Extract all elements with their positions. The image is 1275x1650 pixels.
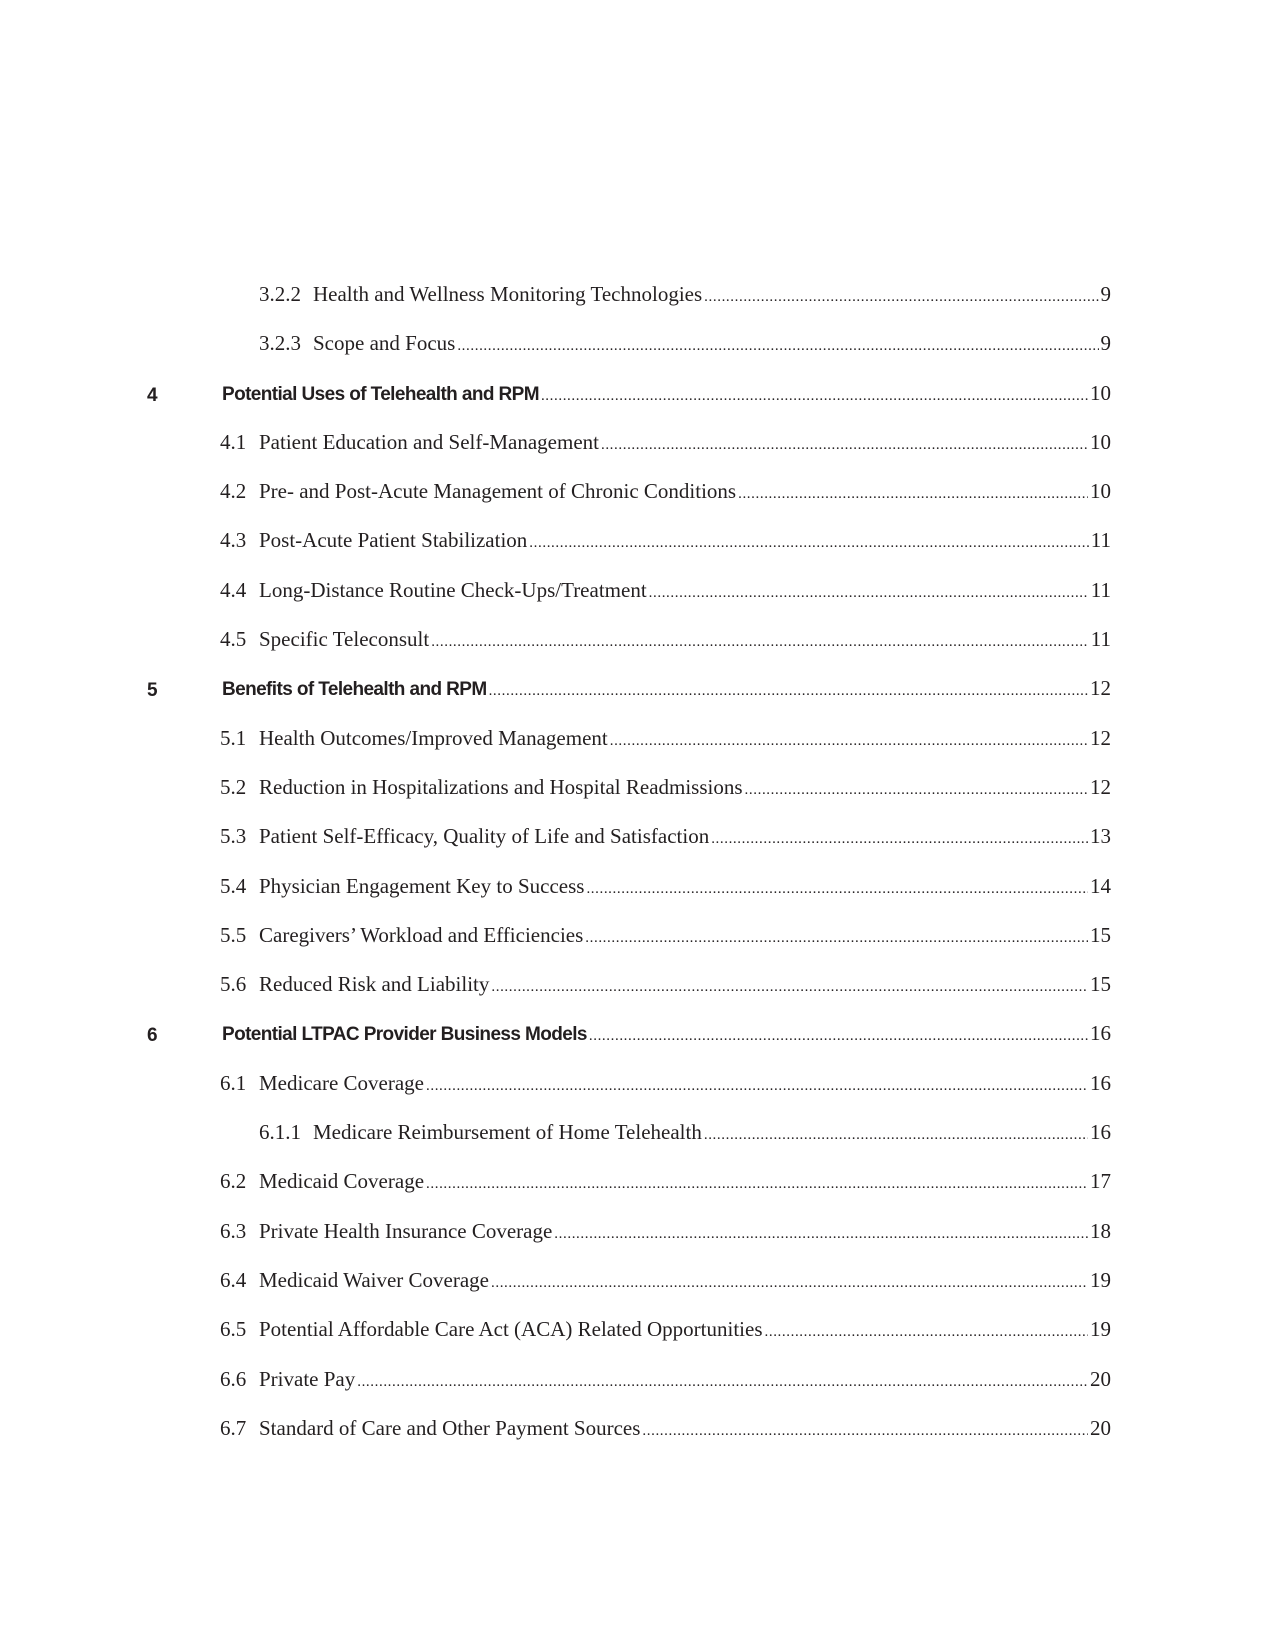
toc-chapter-number: 5 [147,680,158,702]
toc-section-number: 5.6 [220,972,247,997]
dot-leader [704,1127,1088,1144]
toc-section-number: 6.1.1 [259,1120,301,1145]
toc-entry-line [220,627,1111,657]
toc-section-entry[interactable] [0,627,1275,676]
toc-section-number: 6.7 [220,1415,247,1440]
toc-entry-line [220,972,1111,1002]
toc-section-entry[interactable] [0,331,1275,380]
toc-section-number: 6.5 [220,1317,247,1342]
toc-section-title: Health and Wellness Monitoring Technologies [313,282,703,306]
toc-section-entry[interactable] [0,1367,1275,1416]
toc-entry-line [222,381,1111,411]
toc-page-number: 12 [1090,725,1111,750]
toc-section-entry[interactable] [0,1219,1275,1268]
toc-entry-line [220,726,1111,756]
dot-leader [649,585,1089,602]
toc-section-number: 6.4 [220,1267,247,1292]
toc-entry-line [220,1268,1111,1298]
toc-entry-line [259,282,1111,312]
toc-page-number: 19 [1090,1317,1111,1342]
toc-section-title: Reduced Risk and Liability [259,972,490,997]
toc-section-number: 4.2 [220,479,247,504]
toc-section-title: Scope and Focus [313,331,456,356]
toc-section-title: Patient Education and Self-Management [259,429,599,454]
toc-entry-line [259,331,1111,361]
dot-leader [491,979,1088,996]
toc-section-title: Private Pay [259,1366,356,1391]
toc-entry-line [220,1071,1111,1101]
dot-leader [357,1374,1088,1391]
toc-page-number: 13 [1090,824,1111,849]
dot-leader [554,1226,1088,1243]
toc-page-number: 11 [1090,627,1111,652]
toc-page-number: 11 [1090,577,1111,602]
toc-section-title: Caregivers’ Workload and Efficiencies [259,922,584,947]
toc-section-entry[interactable] [0,1169,1275,1218]
toc-page-number: 10 [1090,479,1111,504]
dot-leader [704,289,1098,306]
toc-section-title: Specific Teleconsult [259,627,430,652]
toc-page-number: 19 [1090,1267,1111,1292]
toc-section-title: Medicaid Waiver Coverage [259,1267,489,1292]
toc-section-title: Reduction in Hospitalizations and Hospital Readmissions [259,774,743,799]
toc-section-title: Physician Engagement Key to Success [259,873,585,898]
toc-section-title: Private Health Insurance Coverage [259,1218,553,1243]
toc-section-number: 6.2 [220,1169,247,1194]
dot-leader [601,437,1088,454]
toc-section-title: Standard of Care and Other Payment Sources [259,1415,641,1440]
toc-section-entry[interactable] [0,528,1275,577]
toc-section-title: Post-Acute Patient Stabilization [259,528,528,553]
toc-page-number: 15 [1090,972,1111,997]
dot-leader [426,1078,1088,1095]
toc-section-number: 3.2.2 [259,282,301,306]
toc-section-number: 4.4 [220,577,247,602]
toc-entry-line [220,1169,1111,1199]
toc-page-number: 9 [1100,331,1111,356]
toc-page-number: 18 [1090,1218,1111,1243]
toc-section-entry[interactable] [0,479,1275,528]
toc-section-title: Medicare Reimbursement of Home Telehealth [313,1120,702,1145]
toc-page-number: 15 [1090,922,1111,947]
toc-entry-line [220,578,1111,608]
toc-entry-line [220,1416,1111,1446]
toc-section-title: Health Outcomes/Improved Management [259,725,608,750]
toc-section-number: 5.4 [220,873,247,898]
toc-chapter-entry[interactable] [0,1021,1275,1070]
dot-leader [426,1176,1088,1193]
toc-chapter-title: Benefits of Telehealth and RPM [222,679,487,701]
toc-entry-line [220,528,1111,558]
toc-section-entry[interactable] [0,923,1275,972]
toc-chapter-entry[interactable] [0,381,1275,430]
toc-page-number: 14 [1090,873,1111,898]
toc-entry-line [220,824,1111,854]
toc-section-entry[interactable] [0,972,1275,1021]
toc-section-number: 6.3 [220,1218,247,1243]
toc-entry-line [222,676,1111,706]
toc-entry-line [220,1317,1111,1347]
dot-leader [745,782,1088,799]
toc-section-entry[interactable] [0,282,1275,331]
dot-leader [738,486,1088,503]
toc-section-entry[interactable] [0,1317,1275,1366]
table-of-contents [0,282,1275,1465]
toc-section-title: Long-Distance Routine Check-Ups/Treatment [259,577,647,602]
toc-page-number: 17 [1090,1169,1111,1194]
dot-leader [642,1423,1088,1440]
toc-chapter-number: 6 [147,1025,158,1047]
toc-section-title: Patient Self-Efficacy, Quality of Life and Satisfaction [259,824,710,849]
toc-chapter-title: Potential Uses of Telehealth and RPM [222,383,539,405]
toc-entry-line [220,1219,1111,1249]
toc-page-number: 11 [1090,528,1111,553]
toc-page-number: 16 [1090,1021,1111,1046]
toc-page-number: 10 [1090,429,1111,454]
toc-page-number: 9 [1100,282,1111,306]
toc-section-entry[interactable] [0,874,1275,923]
toc-section-number: 3.2.3 [259,331,301,356]
toc-entry-line [220,1367,1111,1397]
dot-leader [457,338,1098,355]
toc-section-entry[interactable] [0,1120,1275,1169]
toc-section-number: 5.2 [220,774,247,799]
toc-page-number: 10 [1090,380,1111,405]
toc-entry-line [220,923,1111,953]
toc-chapter-number: 4 [147,384,158,406]
dot-leader [586,881,1088,898]
toc-section-number: 6.6 [220,1366,247,1391]
toc-page-number: 16 [1090,1120,1111,1145]
dot-leader [491,1275,1088,1292]
toc-section-entry[interactable] [0,430,1275,479]
toc-entry-line [259,1120,1111,1150]
toc-section-number: 4.3 [220,528,247,553]
dot-leader [529,535,1088,552]
toc-section-entry[interactable] [0,726,1275,775]
toc-section-entry[interactable] [0,1071,1275,1120]
toc-entry-line [222,1021,1111,1051]
toc-page-number: 12 [1090,676,1111,701]
toc-section-number: 4.5 [220,627,247,652]
toc-page-number: 12 [1090,774,1111,799]
toc-section-number: 4.1 [220,429,247,454]
toc-section-entry[interactable] [0,1416,1275,1465]
toc-entry-line [220,430,1111,460]
dot-leader [541,388,1088,405]
toc-section-number: 5.1 [220,725,247,750]
dot-leader [711,831,1088,848]
toc-page-number: 20 [1090,1366,1111,1391]
dot-leader [431,634,1089,651]
toc-entry-line [220,874,1111,904]
toc-chapter-entry[interactable] [0,676,1275,725]
toc-entry-line [220,775,1111,805]
toc-section-entry[interactable] [0,775,1275,824]
toc-section-title: Pre- and Post-Acute Management of Chronic Conditions [259,479,737,504]
toc-section-entry[interactable] [0,824,1275,873]
toc-page-number: 20 [1090,1415,1111,1440]
dot-leader [765,1324,1089,1341]
toc-section-number: 6.1 [220,1070,247,1095]
dot-leader [585,930,1088,947]
toc-entry-line [220,479,1111,509]
dot-leader [589,1028,1088,1045]
dot-leader [610,733,1088,750]
toc-section-entry[interactable] [0,578,1275,627]
toc-section-number: 5.3 [220,824,247,849]
toc-section-number: 5.5 [220,922,247,947]
toc-section-entry[interactable] [0,1268,1275,1317]
dot-leader [489,683,1088,700]
toc-page-number: 16 [1090,1070,1111,1095]
toc-chapter-title: Potential LTPAC Provider Business Models [222,1024,587,1046]
toc-section-title: Medicare Coverage [259,1070,424,1095]
toc-section-title: Potential Affordable Care Act (ACA) Related Opportunities [259,1317,763,1342]
toc-section-title: Medicaid Coverage [259,1169,425,1194]
